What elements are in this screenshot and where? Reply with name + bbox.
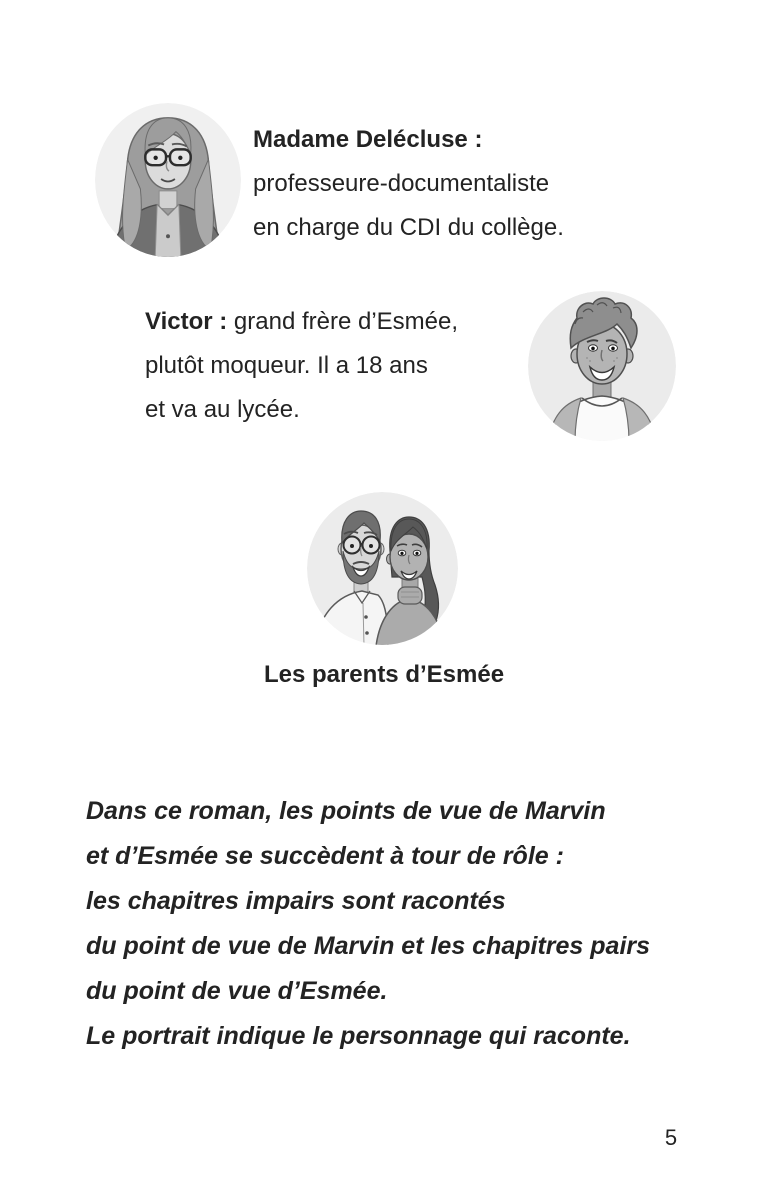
narration-note-line: Le portrait indique le personnage qui raconte. [86,1022,631,1050]
character-description-line: professeure-documentaliste [253,170,550,197]
woman-with-glasses-portrait-icon [94,102,242,258]
character-description-inline: grand frère d’Esmée, [233,308,459,335]
character-description-line: et va au lycée. [145,396,300,423]
character-name: Madame Delécluse : [253,126,483,153]
victor-description [145,300,458,432]
madame-delecluse-description [253,118,564,250]
character-description-line: plutôt moqueur. Il a 18 ans [145,352,428,379]
parents-couple-portrait-icon [306,491,459,646]
character-description-line: en charge du CDI du collège. [253,214,564,241]
victor-portrait [527,290,677,442]
teen-boy-curly-hair-portrait-icon [527,290,677,442]
parents-caption: Les parents d’Esmée [263,661,505,688]
narration-note [86,789,650,1059]
character-name-line [145,300,458,344]
parents-portrait [306,491,459,646]
narration-note-line: les chapitres impairs sont racontés [86,887,506,915]
madame-delecluse-portrait [94,102,242,258]
character-name: Victor : [145,308,228,335]
narration-note-line: du point de vue de Marvin et les chapitres pairs [86,932,651,960]
narration-note-line: Dans ce roman, les points de vue de Marvin [86,797,606,825]
narration-note-line: du point de vue d’Esmée. [86,977,388,1005]
narration-note-line: et d’Esmée se succèdent à tour de rôle : [86,842,564,870]
page-number: 5 [664,1125,678,1150]
